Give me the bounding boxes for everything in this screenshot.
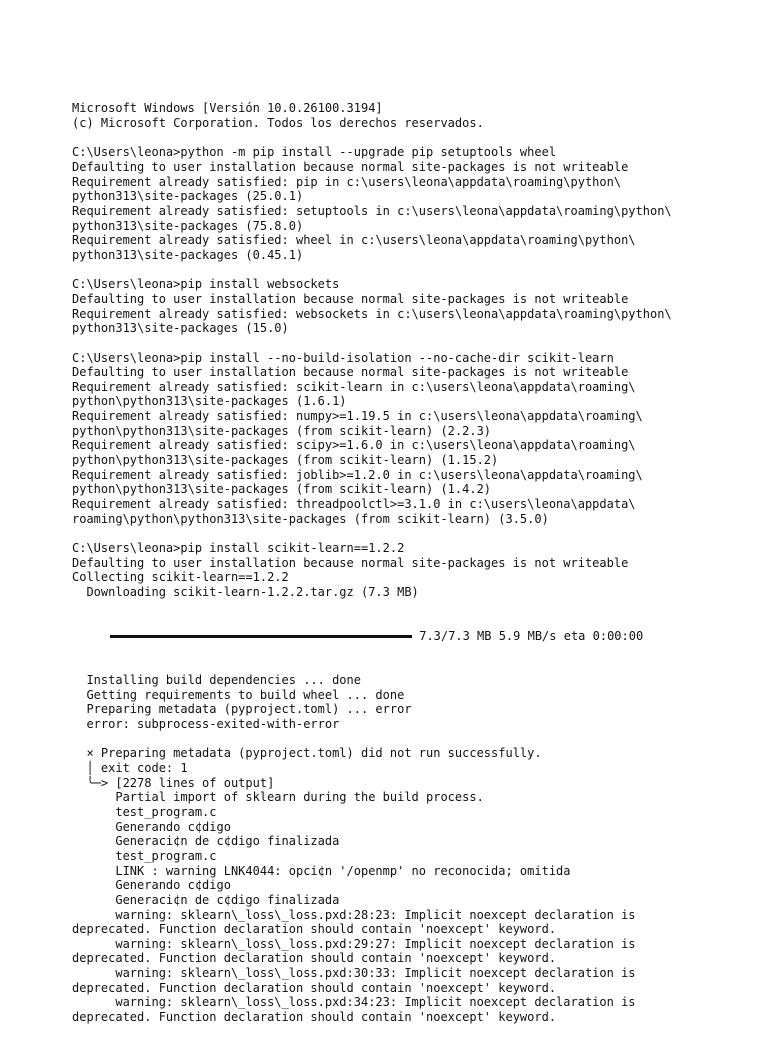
download-progress-bar <box>110 635 412 638</box>
terminal-line: python313\site-packages (75.8.0) <box>72 218 304 233</box>
terminal-line: Microsoft Windows [Versión 10.0.26100.3194] <box>72 101 383 116</box>
terminal-line: Requirement already satisfied: setuptools in c:\users\leona\appdata\roaming\python\ <box>72 203 672 218</box>
terminal-line: ╰─> [2278 lines of output] <box>72 775 275 790</box>
terminal-line: Generando c¢digo <box>72 819 231 834</box>
terminal-line: Installing build dependencies ... done <box>72 673 361 687</box>
terminal-line: python313\site-packages (25.0.1) <box>72 189 304 204</box>
terminal-line: python\python313\site-packages (from scikit-learn) (2.2.3) <box>72 423 492 438</box>
terminal-line: roaming\python\python313\site-packages (from scikit-learn) (3.5.0) <box>72 511 549 526</box>
terminal-line: C:\Users\leona>python -m pip install --upgrade pip setuptools wheel <box>72 145 557 160</box>
terminal-line: python\python313\site-packages (from scikit-learn) (1.15.2) <box>72 453 499 468</box>
terminal-line: │ exit code: 1 <box>72 760 188 775</box>
terminal-line: python313\site-packages (0.45.1) <box>72 247 304 262</box>
terminal-line: python\python313\site-packages (from scikit-learn) (1.4.2) <box>72 482 492 497</box>
terminal-line: Downloading scikit-learn-1.2.2.tar.gz (7.3 MB) <box>72 585 419 599</box>
terminal-line: warning: sklearn\_loss\_loss.pxd:28:23: Implicit noexcept declaration is <box>72 907 636 922</box>
terminal-line: Partial import of sklearn during the build process. <box>72 790 484 805</box>
terminal-line <box>72 336 712 351</box>
terminal-line: deprecated. Function declaration should contain 'noexcept' keyword. <box>72 980 557 995</box>
terminal-line: × Preparing metadata (pyproject.toml) did not run successfully. <box>72 746 542 761</box>
terminal-line: Defaulting to user installation because normal site-packages is not writeable <box>72 555 629 570</box>
terminal-line: Defaulting to user installation because normal site-packages is not writeable <box>72 291 629 306</box>
terminal-line: Generaci¢n de c¢digo finalizada <box>72 892 340 907</box>
terminal-line: Requirement already satisfied: scikit-learn in c:\users\leona\appdata\roaming\ <box>72 379 636 394</box>
terminal-output <box>72 72 712 1039</box>
terminal-line: Requirement already satisfied: wheel in c:\users\leona\appdata\roaming\python\ <box>72 233 636 248</box>
terminal-line: warning: sklearn\_loss\_loss.pxd:34:23: Implicit noexcept declaration is <box>72 995 636 1010</box>
terminal-line: LINK : warning LNK4044: opci¢n '/openmp' no reconocida; omitida <box>72 863 571 878</box>
terminal-lines-after <box>72 673 712 1025</box>
terminal-line: Requirement already satisfied: websockets in c:\users\leona\appdata\roaming\python\ <box>72 306 672 321</box>
terminal-line: Requirement already satisfied: joblib>=1.2.0 in c:\users\leona\appdata\roaming\ <box>72 467 643 482</box>
terminal-line: error: subprocess-exited-with-error <box>72 716 340 731</box>
terminal-line: test_program.c <box>72 804 217 819</box>
terminal-line: warning: sklearn\_loss\_loss.pxd:29:27: Implicit noexcept declaration is <box>72 936 636 951</box>
terminal-line: Requirement already satisfied: threadpoolctl>=3.1.0 in c:\users\leona\appdata\ <box>72 497 636 512</box>
terminal-line: (c) Microsoft Corporation. Todos los derechos reservados. <box>72 116 484 130</box>
terminal-line: Generando c¢digo <box>72 878 231 893</box>
terminal-line: Requirement already satisfied: pip in c:\users\leona\appdata\roaming\python\ <box>72 174 622 189</box>
terminal-line: C:\Users\leona>pip install scikit-learn==1.2.2 <box>72 541 405 556</box>
terminal-line: Defaulting to user installation because normal site-packages is not writeable <box>72 365 629 380</box>
terminal-line: deprecated. Function declaration should contain 'noexcept' keyword. <box>72 1010 557 1025</box>
terminal-line: Preparing metadata (pyproject.toml) ... error <box>72 702 412 717</box>
terminal-line: deprecated. Function declaration should contain 'noexcept' keyword. <box>72 922 557 937</box>
download-progress-fill <box>110 635 412 638</box>
terminal-line: warning: sklearn\_loss\_loss.pxd:30:33: Implicit noexcept declaration is <box>72 966 636 981</box>
terminal-line <box>72 263 712 278</box>
terminal-line: Collecting scikit-learn==1.2.2 <box>72 570 289 585</box>
terminal-line: python313\site-packages (15.0) <box>72 321 289 336</box>
terminal-line: Getting requirements to build wheel ... done <box>72 687 405 702</box>
terminal-line: Requirement already satisfied: scipy>=1.6.0 in c:\users\leona\appdata\roaming\ <box>72 438 636 453</box>
terminal-lines-before <box>72 101 712 599</box>
terminal-line <box>72 526 712 541</box>
terminal-line: deprecated. Function declaration should contain 'noexcept' keyword. <box>72 951 557 966</box>
terminal-line: python\python313\site-packages (1.6.1) <box>72 394 347 409</box>
download-progress-row <box>72 629 712 644</box>
terminal-line: C:\Users\leona>pip install --no-build-isolation --no-cache-dir scikit-learn <box>72 350 614 365</box>
terminal-line: C:\Users\leona>pip install websockets <box>72 277 340 292</box>
terminal-line: Generaci¢n de c¢digo finalizada <box>72 834 340 849</box>
download-progress-text: 7.3/7.3 MB 5.9 MB/s eta 0:00:00 <box>412 629 644 643</box>
terminal-line <box>72 732 712 747</box>
terminal-line: Defaulting to user installation because normal site-packages is not writeable <box>72 159 629 174</box>
terminal-line: test_program.c <box>72 848 217 863</box>
terminal-line <box>72 131 712 146</box>
terminal-line: Requirement already satisfied: numpy>=1.19.5 in c:\users\leona\appdata\roaming\ <box>72 409 643 424</box>
